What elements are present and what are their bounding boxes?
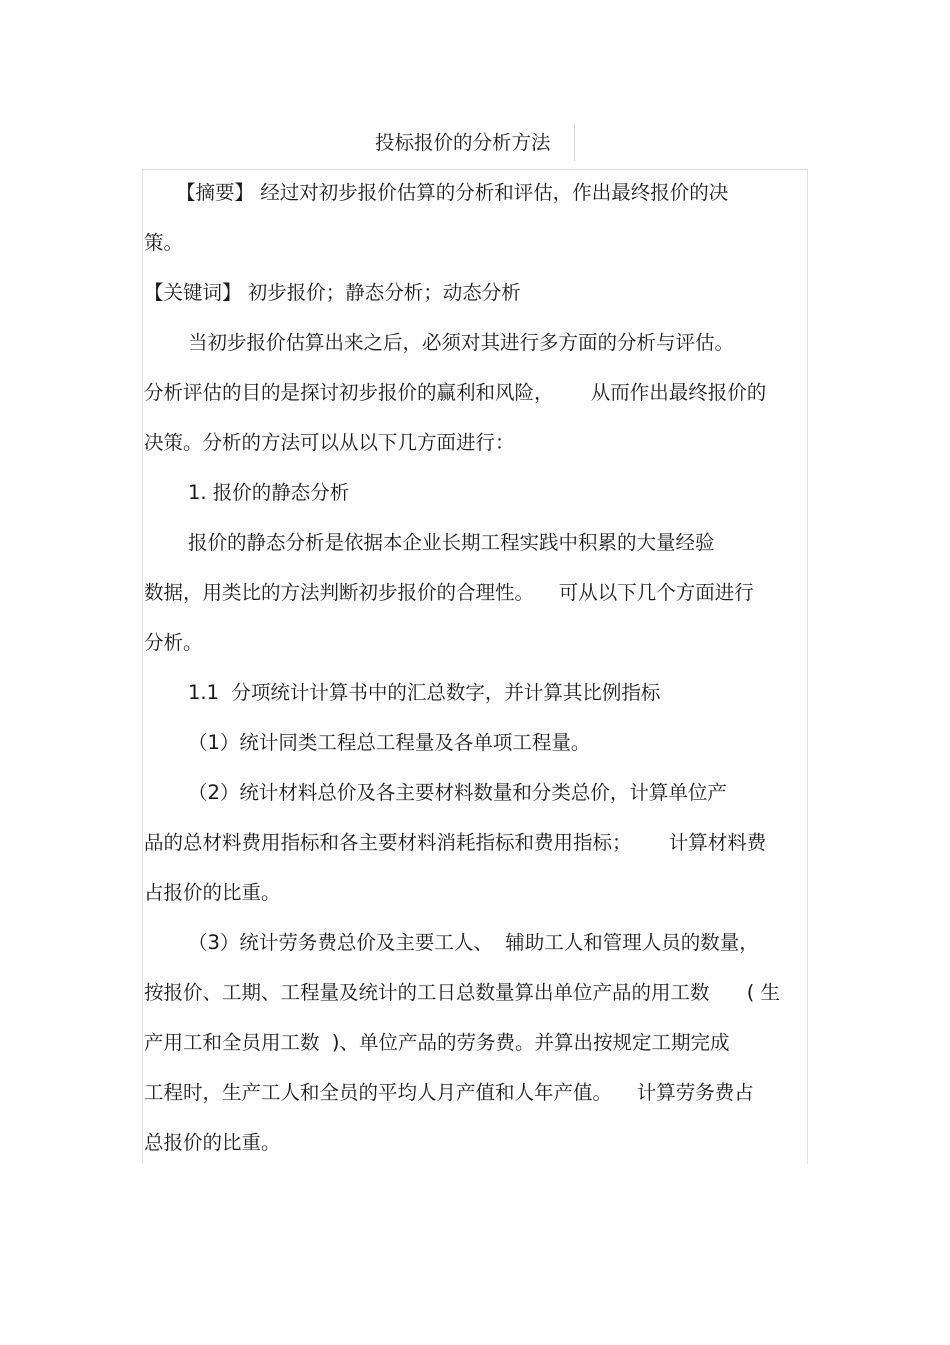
frame-right-border <box>807 169 808 1164</box>
frame-left-border <box>142 169 143 1164</box>
frame-top-border <box>142 169 808 170</box>
paragraph-line: 决策。分析的方法可以从以下几方面进行： <box>144 431 515 454</box>
list-item: （3）统计劳务费总价及主要工人、 辅助工人和管理人员的数量， <box>188 931 759 954</box>
paragraph-line: 产用工和全员用工数 )、单位产品的劳务费。并算出按规定工期完成 <box>144 1031 730 1054</box>
paragraph-line: 品的总材料费用指标和各主要材料消耗指标和费用指标； 计算材料费 <box>144 831 767 854</box>
subsection-heading: 1.1 分项统计计算书中的汇总数字，并计算其比例指标 <box>188 681 661 704</box>
keywords-line: 【关键词】 初步报价；静态分析；动态分析 <box>144 281 521 304</box>
paragraph-line: 占报价的比重。 <box>144 881 281 904</box>
abstract-line: 【摘要】 经过对初步报价估算的分析和评估，作出最终报价的决 <box>176 181 729 204</box>
paragraph-line: 总报价的比重。 <box>144 1131 281 1154</box>
document-title: 投标报价的分析方法 <box>375 131 551 154</box>
paragraph-line: 分析。 <box>144 631 203 654</box>
list-item: （1）统计同类工程总工程量及各单项工程量。 <box>188 731 591 754</box>
paragraph-line: 分析评估的目的是探讨初步报价的赢利和风险， 从而作出最终报价的 <box>144 381 767 404</box>
title-divider <box>574 123 575 161</box>
paragraph-line: 数据，用类比的方法判断初步报价的合理性。 可从以下几个方面进行 <box>144 581 754 604</box>
paragraph-line: 报价的静态分析是依据本企业长期工程实践中积累的大量经验 <box>188 531 715 554</box>
list-item: （2）统计材料总价及各主要材料数量和分类总价，计算单位产 <box>188 781 727 804</box>
abstract-line: 策。 <box>144 231 184 254</box>
paragraph-line: 工程时，生产工人和全员的平均人月产值和人年产值。 计算劳务费占 <box>144 1081 754 1104</box>
section-heading: 1. 报价的静态分析 <box>188 481 350 504</box>
paragraph-line: 当初步报价估算出来之后，必须对其进行多方面的分析与评估。 <box>188 331 735 354</box>
paragraph-line: 按报价、工期、工程量及统计的工日总数量算出单位产品的用工数 ( 生 <box>144 981 780 1004</box>
